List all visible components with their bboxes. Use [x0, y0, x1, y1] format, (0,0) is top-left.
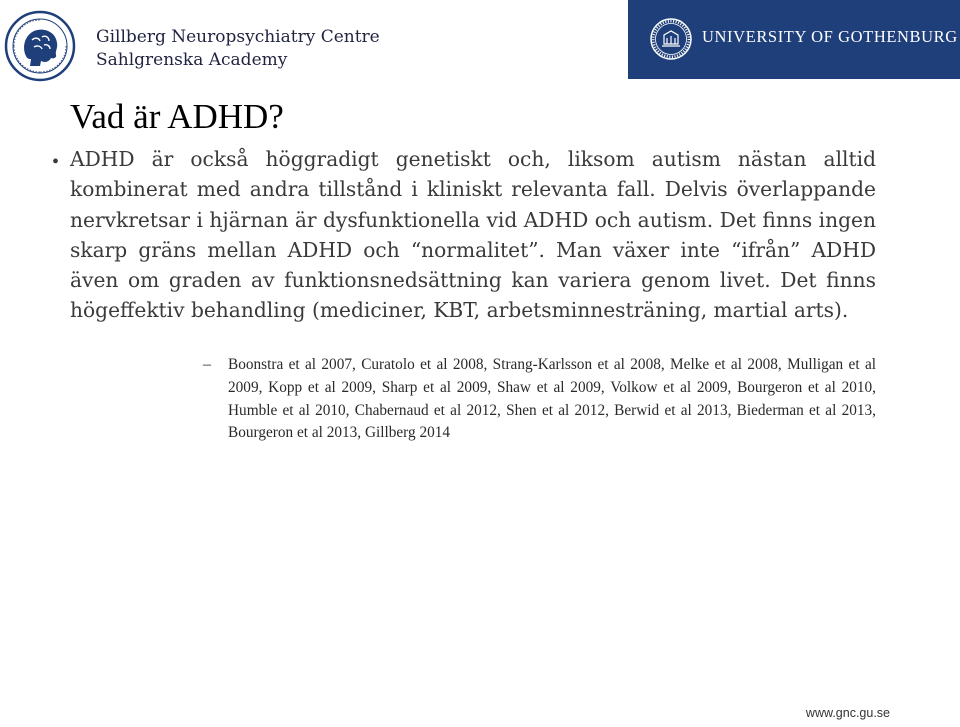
- gnc-name: Gillberg Neuropsychiatry Centre: [96, 27, 380, 47]
- bullet-marker: •: [52, 151, 60, 173]
- brain-head-icon: [4, 10, 76, 82]
- sub-bullet-marker: –: [203, 356, 211, 373]
- main-bullet-text: ADHD är också höggradigt genetiskt och, liksom autism nästan alltid kombinerat med andra tillstånd i kliniskt relevanta fall. Delvis överlappande nervkretsar i hjärnan är dysfunktionella vid ADHD och autism. Det finns ingen skarp gräns mellan ADHD och “normalitet”. Man växer inte “ifrån” ADHD även om graden av funktionsnedsättning kan variera genom livet. Det finns högeffektiv behandling (mediciner, KBT, arbetsminnesträning, martial arts).: [70, 147, 876, 323]
- seal-icon: [650, 18, 692, 60]
- gnc-title: [96, 26, 380, 72]
- gnc-academy: Sahlgrenska Academy: [96, 50, 288, 70]
- references-text: Boonstra et al 2007, Curatolo et al 2008, Strang-Karlsson et al 2008, Melke et al 2008, Mulligan et al 2009, Kopp et al 2009, Sharp et al 2009, Shaw et al 2009, Volkow et al 2009, Bourgeron et al 2010, Humble et al 2010, Chabernaud et al 2012, Shen et al 2012, Berwid et al 2013, Biederman et al 2013, Bourgeron et al 2013, Gillberg 2014: [228, 356, 876, 442]
- slide-title: Vad är ADHD?: [70, 97, 284, 136]
- university-banner: [628, 0, 960, 79]
- footer-url: www.gnc.gu.se: [805, 706, 890, 720]
- university-name: UNIVERSITY OF GOTHENBURG: [702, 27, 958, 46]
- university-seal: [650, 18, 692, 60]
- gnc-logo: [4, 10, 76, 82]
